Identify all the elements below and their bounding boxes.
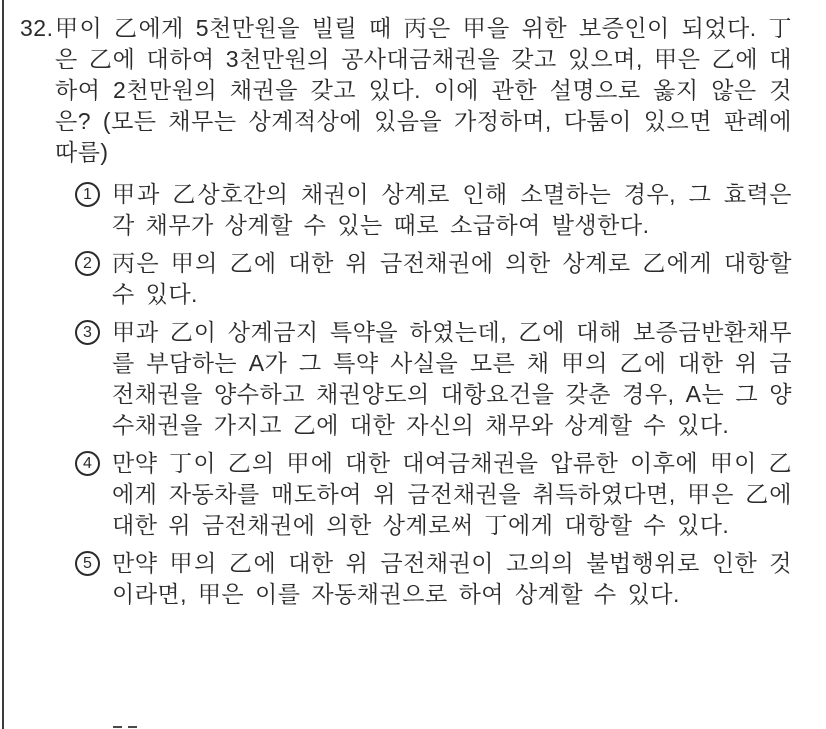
choice-option-5: [75, 548, 792, 610]
choice-marker-5: 5: [75, 551, 100, 576]
choice-option-2: [75, 248, 792, 310]
choice-option-3: [75, 317, 792, 441]
question-number: 32.: [20, 15, 54, 41]
choice-marker-2: 2: [75, 251, 100, 276]
choice-text-4: 만약 丁이 乙의 甲에 대한 대여금채권을 압류한 이후에 甲이 乙에게 자동차를 매도하여 위 금전채권을 취득하였다면, 甲은 乙에 대한 위 금전채권에 의한 상계로써 丁에게 대항할 수 있다.: [112, 450, 792, 538]
question: [20, 13, 792, 168]
choice-marker-3: 3: [75, 320, 100, 345]
choice-text-1: 甲과 乙상호간의 채권이 상계로 인해 소멸하는 경우, 그 효력은 각 채무가 상계할 수 있는 때로 소급하여 발생한다.: [112, 181, 792, 238]
choice-text-2: 丙은 甲의 乙에 대한 위 금전채권에 의한 상계로 乙에게 대항할 수 있다.: [112, 250, 792, 307]
choice-option-4: [75, 448, 792, 541]
choice-text-3: 甲과 乙이 상계금지 특약을 하였는데, 乙에 대해 보증금반환채무를 부담하는 A가 그 특약 사실을 모른 채 甲의 乙에 대한 위 금전채권을 양수하고 채권양도의 대항요건을 갖춘 경우, A는 그 양수채권을 가지고 乙에 대한 자신의 채무와 상계할 수 있다.: [112, 319, 792, 438]
choice-option-1: [75, 179, 792, 241]
choice-marker-1: 1: [75, 182, 100, 207]
choice-text-5: 만약 甲의 乙에 대한 위 금전채권이 고의의 불법행위로 인한 것이라면, 甲은 이를 자동채권으로 하여 상계할 수 있다.: [112, 550, 792, 607]
question-block: [0, 13, 826, 617]
cut-off-next-line-artifact: [113, 726, 143, 728]
choice-marker-4: 4: [75, 451, 100, 476]
question-text: 甲이 乙에게 5천만원을 빌릴 때 丙은 甲을 위한 보증인이 되었다. 丁은 乙에 대하여 3천만원의 공사대금채권을 갖고 있으며, 甲은 乙에 대하여 2천만원의 채권을 갖고 있다. 이에 관한 설명으로 옳지 않은 것은? (모든 채무는 상계적상에 있음을 가정하며, 다툼이 있으면 판례에 따름): [55, 15, 792, 165]
